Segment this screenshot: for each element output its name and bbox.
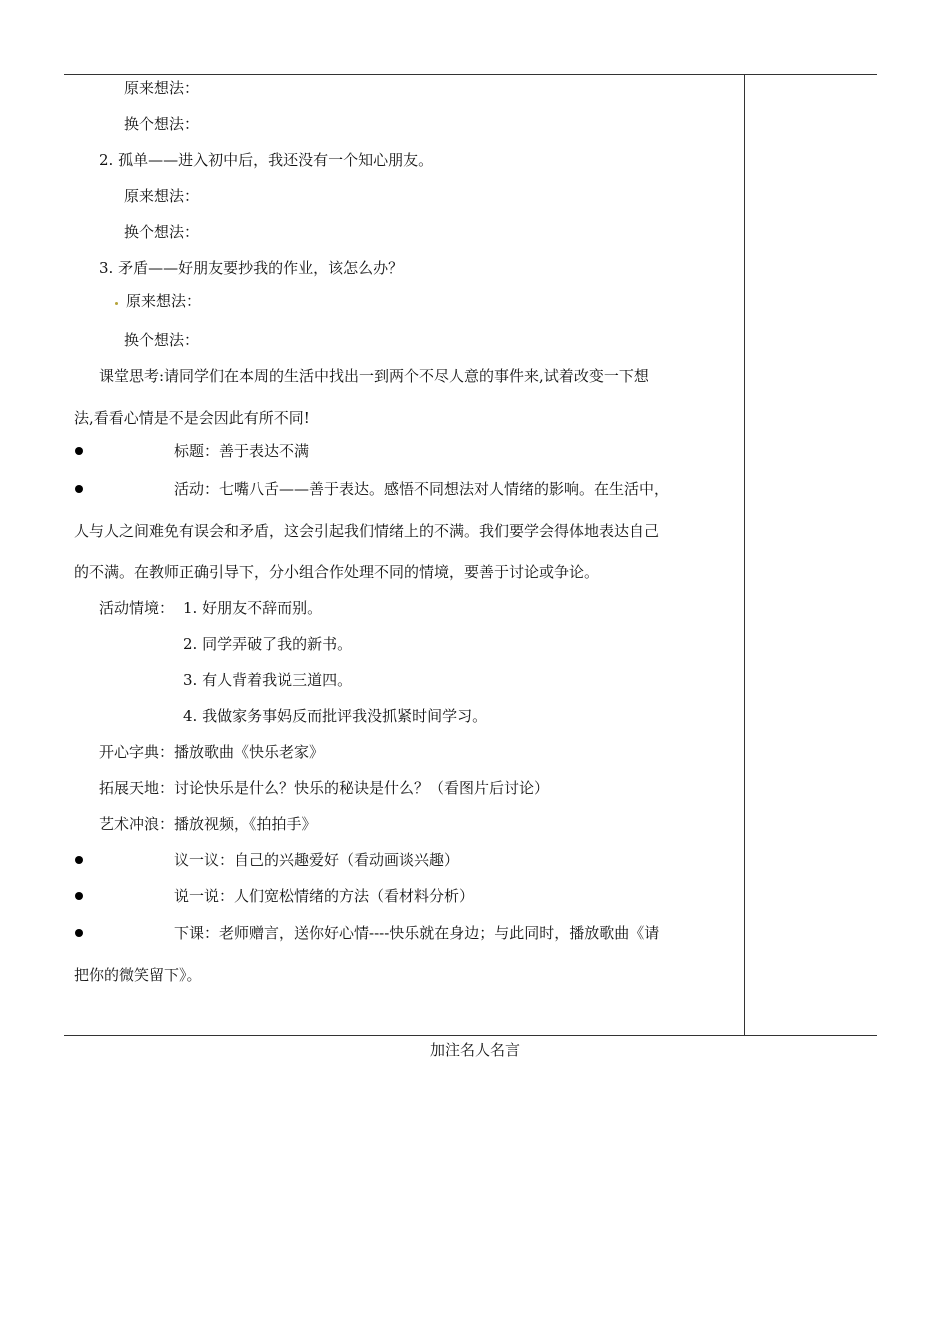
table-top-border bbox=[64, 74, 877, 75]
expand-world: 拓展天地：讨论快乐是什么？快乐的秘诀是什么？（看图片后讨论） bbox=[99, 779, 550, 797]
item-2-changed-thought: 换个想法： bbox=[124, 223, 200, 241]
changed-thought-label: 换个想法： bbox=[124, 115, 200, 133]
bullet-icon bbox=[75, 485, 83, 493]
class-end-line-2: 把你的微笑留下》。 bbox=[74, 966, 202, 984]
art-surfing: 艺术冲浪：播放视频，《拍拍手》 bbox=[99, 815, 317, 833]
bullet-icon bbox=[75, 892, 83, 900]
class-thinking-line-2: 法,看看心情是不是会因此有所不同! bbox=[74, 409, 310, 427]
item-3-title: 3. 矛盾——好朋友要抄我的作业，该怎么办？ bbox=[99, 259, 404, 277]
footer-note: 加注名人名言 bbox=[429, 1041, 520, 1059]
scenario-item: 4. 我做家务事妈反而批评我没抓紧时间学习。 bbox=[183, 707, 488, 725]
scenario-label: 活动情境： bbox=[99, 599, 175, 617]
class-end-line-1: 下课：老师赠言，送你好心情----快乐就在身边；与此同时，播放歌曲《请 bbox=[174, 924, 660, 942]
original-thought-label: 原来想法： bbox=[124, 79, 200, 97]
item-2-title: 2. 孤单——进入初中后，我还没有一个知心朋友。 bbox=[99, 151, 434, 169]
class-thinking-line-1: 课堂思考:请同学们在本周的生活中找出一到两个不尽人意的事件来,试着改变一下想 bbox=[99, 367, 649, 385]
scenario-item: 3. 有人背着我说三道四。 bbox=[183, 671, 353, 689]
scenario-item: 1. 好朋友不辞而别。 bbox=[183, 599, 323, 617]
happy-dictionary: 开心字典：播放歌曲《快乐老家》 bbox=[99, 743, 325, 761]
topic-title: 标题：善于表达不满 bbox=[174, 442, 310, 460]
margin-dot-mark bbox=[115, 302, 118, 305]
activity-line-1: 活动：七嘴八舌——善于表达。感悟不同想法对人情绪的影响。在生活中， bbox=[174, 480, 670, 498]
item-3-changed-thought: 换个想法： bbox=[124, 331, 200, 349]
table-bottom-border bbox=[64, 1035, 877, 1036]
table-column-divider bbox=[744, 74, 745, 1035]
item-3-original-thought: 原来想法： bbox=[126, 292, 202, 310]
activity-line-3: 的不满。在教师正确引导下，分小组合作处理不同的情境，要善于讨论或争论。 bbox=[74, 563, 600, 581]
activity-line-2: 人与人之间难免有误会和矛盾，这会引起我们情绪上的不满。我们要学会得体地表达自己 bbox=[74, 522, 660, 540]
scenario-item: 2. 同学弄破了我的新书。 bbox=[183, 635, 353, 653]
bullet-icon bbox=[75, 929, 83, 937]
item-2-original-thought: 原来想法： bbox=[124, 187, 200, 205]
bullet-icon bbox=[75, 447, 83, 455]
say-methods: 说一说：人们宽松情绪的方法（看材料分析） bbox=[174, 887, 475, 905]
discuss-interests: 议一议：自己的兴趣爱好（看动画谈兴趣） bbox=[174, 851, 460, 869]
bullet-icon bbox=[75, 856, 83, 864]
